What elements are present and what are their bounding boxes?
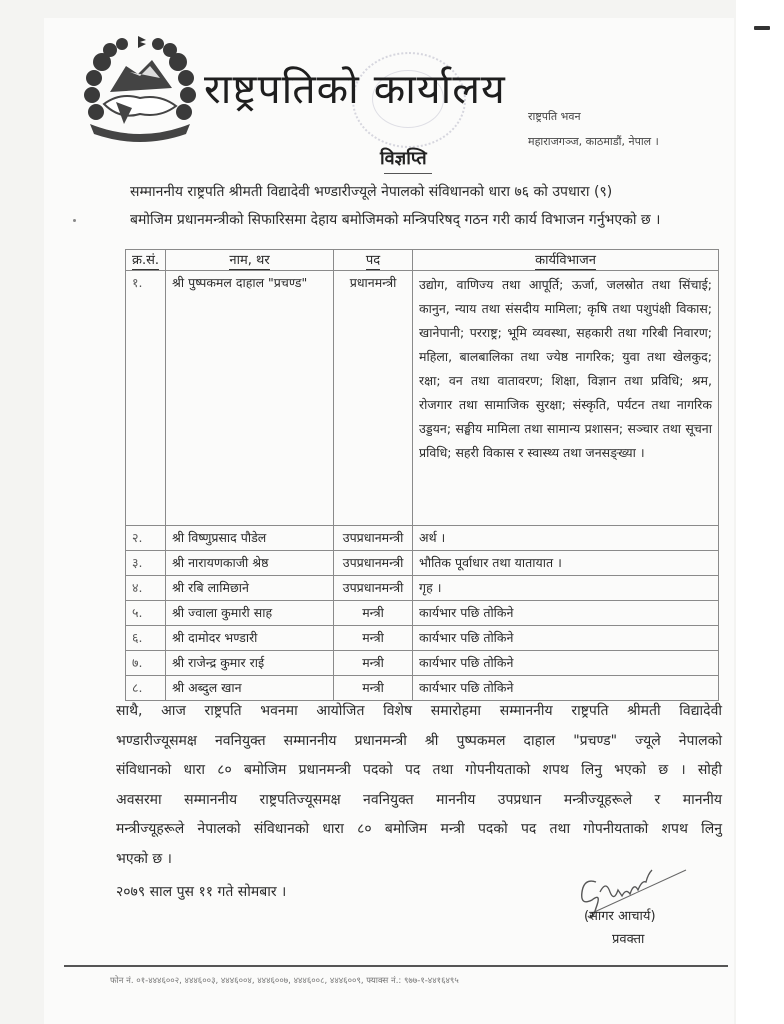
- cell-name: श्री ज्वाला कुमारी साह: [166, 601, 334, 626]
- table-row: [126, 271, 719, 526]
- cell-name: श्री रबि लामिछाने: [166, 576, 334, 601]
- table-row: [126, 551, 719, 576]
- paragraph-line: मन्त्रीज्यूहरूले नेपालको संविधानको धारा ८० बमोजिम मन्त्री पदको पद तथा गोपनीयताको शपथ लिनु: [116, 821, 722, 837]
- scan-speck: [73, 219, 76, 222]
- cell-name: श्री पुष्पकमल दाहाल "प्रचण्ड": [166, 271, 334, 526]
- cell-name: श्री अब्दुल खान: [166, 676, 334, 701]
- paragraph-line: साथै, आज राष्ट्रपति भवनमा आयोजित विशेष समारोहमा सम्माननीय राष्ट्रपति श्रीमती विद्यादेवी: [116, 703, 722, 719]
- header-portfolio: कार्यविभाजन: [413, 250, 719, 271]
- viewer-edge: [736, 0, 784, 1024]
- paragraph-line: भएको छ ।: [116, 850, 172, 867]
- paragraph-line: संविधानको धारा ८० बमोजिम प्रधानमन्त्री पदको पद तथा गोपनीयताको शपथ लिनु भएको छ । सोही: [116, 762, 722, 778]
- cell-post: मन्त्री: [334, 601, 413, 626]
- cell-name: श्री विष्णुप्रसाद पौडेल: [166, 526, 334, 551]
- table-row: [126, 576, 719, 601]
- cell-sn: ३.: [126, 551, 166, 576]
- nepal-emblem-icon: [80, 32, 200, 147]
- table-row: [126, 526, 719, 551]
- cell-sn: ८.: [126, 676, 166, 701]
- notice-heading: विज्ञप्ति: [380, 148, 427, 169]
- cell-post: उपप्रधानमन्त्री: [334, 576, 413, 601]
- cell-name: श्री राजेन्द्र कुमार राई: [166, 651, 334, 676]
- cell-portfolio: कार्यभार पछि तोकिने: [413, 626, 719, 651]
- cell-sn: ४.: [126, 576, 166, 601]
- cell-sn: ७.: [126, 651, 166, 676]
- signer-name: (सागर आचार्य): [584, 909, 656, 924]
- cell-name: श्री नारायणकाजी श्रेष्ठ: [166, 551, 334, 576]
- intro-line: सम्माननीय राष्ट्रपति श्रीमती विद्यादेवी भण्डारीज्यूले नेपालको संविधानको धारा ७६ को उपधारा (९): [130, 184, 613, 200]
- cell-name: श्री दामोदर भण्डारी: [166, 626, 334, 651]
- intro-paragraph: [130, 178, 730, 234]
- minimize-icon[interactable]: [754, 26, 770, 30]
- cell-sn: १.: [126, 271, 166, 526]
- cell-post: उपप्रधानमन्त्री: [334, 526, 413, 551]
- cell-portfolio: उद्योग, वाणिज्य तथा आपूर्ति; ऊर्जा, जलस्रोत तथा सिंचाई; कानुन, न्याय तथा संसदीय मामिला; कृषि तथा पशुपंक्षी विकास; खानेपानी; परराष्ट्र; भूमि व्यवस्था, सहकारी तथा गरिबी निवारण; महिला, बालबालिका तथा ज्येष्ठ नागरिक; युवा तथा खेलकुद; रक्षा; वन तथा वातावरण; शिक्षा, विज्ञान तथा प्रविधि; श्रम, रोजगार तथा सामाजिक सुरक्षा; संस्कृति, पर्यटन तथा नागरिक उड्डयन; सङ्घीय मामिला तथा सामान्य प्रशासन; सञ्चार तथा सूचना प्रविधि; सहरी विकास र स्वास्थ्य तथा जनसङ्ख्या ।: [413, 271, 719, 526]
- footer-contact: फोन नं. ०१-४४४६००२, ४४४६००३, ४४४६००४, ४४४६००७, ४४४६००८, ४४४६००९, फ्याक्स नं.: ९७७-१-४४१६४९५: [110, 976, 459, 986]
- header-name: नाम, थर: [166, 250, 334, 271]
- paragraph-line: अवसरमा सम्माननीय राष्ट्रपतिज्यूसमक्ष नवनियुक्त माननीय उपप्रधान मन्त्रीज्यूहरूले र माननीय: [116, 791, 722, 808]
- intro-line: बमोजिम प्रधानमन्त्रीको सिफारिसमा देहाय बमोजिमको मन्त्रिपरिषद् गठन गरी कार्य विभाजन गर्नुभएको छ ।: [130, 212, 661, 228]
- cell-sn: ५.: [126, 601, 166, 626]
- table-row: [126, 601, 719, 626]
- cell-portfolio: गृह ।: [413, 576, 719, 601]
- header-post: पद: [334, 250, 413, 271]
- signer-title: प्रवक्ता: [612, 932, 645, 947]
- cell-portfolio: कार्यभार पछि तोकिने: [413, 601, 719, 626]
- table-row: [126, 626, 719, 651]
- address-line-1: राष्ट्रपति भवन: [528, 110, 581, 123]
- cell-post: उपप्रधानमन्त्री: [334, 551, 413, 576]
- cell-post: मन्त्री: [334, 676, 413, 701]
- cell-portfolio: भौतिक पूर्वाधार तथा यातायात ।: [413, 551, 719, 576]
- office-title: राष्ट्रपतिको कार्यालय: [204, 65, 506, 113]
- table-header-row: [126, 250, 719, 271]
- cell-post: मन्त्री: [334, 626, 413, 651]
- cell-sn: २.: [126, 526, 166, 551]
- cell-sn: ६.: [126, 626, 166, 651]
- address-line-2: महाराजगञ्ज, काठमाडौं, नेपाल ।: [528, 135, 659, 148]
- heading-underline: [384, 173, 432, 174]
- footer-divider: [64, 965, 728, 967]
- cabinet-table: [125, 249, 719, 701]
- header-sn: क्र.सं.: [126, 250, 166, 271]
- cell-portfolio: कार्यभार पछि तोकिने: [413, 651, 719, 676]
- cell-portfolio: कार्यभार पछि तोकिने: [413, 676, 719, 701]
- issue-date: २०७९ साल पुस ११ गते सोमबार ।: [116, 884, 287, 900]
- closing-paragraph: [116, 697, 722, 874]
- cell-post: प्रधानमन्त्री: [334, 271, 413, 526]
- paragraph-line: भण्डारीज्यूसमक्ष नवनियुक्त सम्माननीय प्रधानमन्त्री श्री पुष्पकमल दाहाल "प्रचण्ड" ज्यूले नेपालको: [116, 732, 722, 749]
- cell-portfolio: अर्थ ।: [413, 526, 719, 551]
- cell-post: मन्त्री: [334, 651, 413, 676]
- table-row: [126, 651, 719, 676]
